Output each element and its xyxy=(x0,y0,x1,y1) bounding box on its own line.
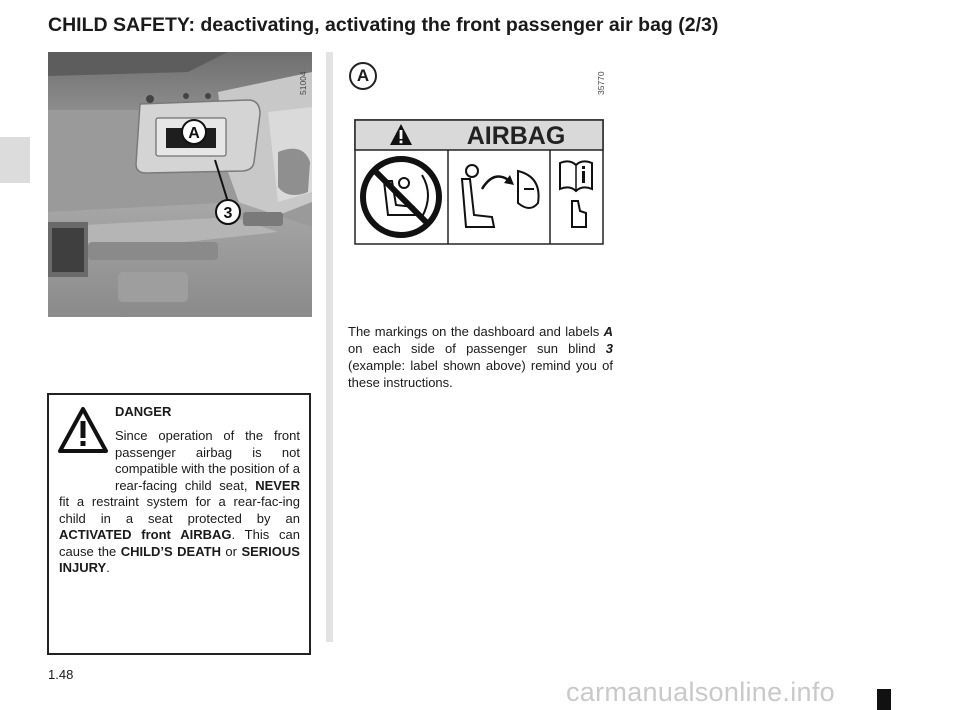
caption-label-ref: A xyxy=(603,324,613,339)
airbag-warning-label xyxy=(354,119,604,245)
column-divider xyxy=(326,52,333,642)
callout-3-text: 3 xyxy=(223,205,233,222)
label-ref-number: 35770 xyxy=(596,71,606,95)
page-number: 1.48 xyxy=(48,667,74,682)
section-tab xyxy=(0,137,30,183)
caption-blind-ref: 3 xyxy=(605,341,613,356)
page-title: CHILD SAFETY: deactivating, activating the front passenger air bag (2/3) xyxy=(48,14,719,36)
corner-mark xyxy=(877,689,891,710)
watermark: carmanualsonline.info xyxy=(566,677,835,707)
sun-visor-photo xyxy=(48,52,312,317)
sun-visor-illustration xyxy=(48,52,312,317)
danger-text: Since operation of the front passenger airbag is not compatible with the position of a rear-facing child seat, NEVER fit a restraint system for a rear-fac-ing child in a seat protected by an ACTIVATED front AIRBAG. This can cause the CHILD’S DEATH or SERIOUS INJURY. xyxy=(59,428,301,575)
danger-title: DANGER xyxy=(115,404,172,419)
label-a-marker: A xyxy=(349,62,377,90)
photo-ref-number: 51004 xyxy=(298,71,308,95)
figure-caption: The markings on the dashboard and labels A on each side of passenger sun blind 3 (example: label shown above) remind you of these instructions. xyxy=(348,324,613,390)
danger-box xyxy=(47,393,311,655)
airbag-label-text: AIRBAG xyxy=(466,122,566,150)
callout-a-text: A xyxy=(188,125,200,142)
